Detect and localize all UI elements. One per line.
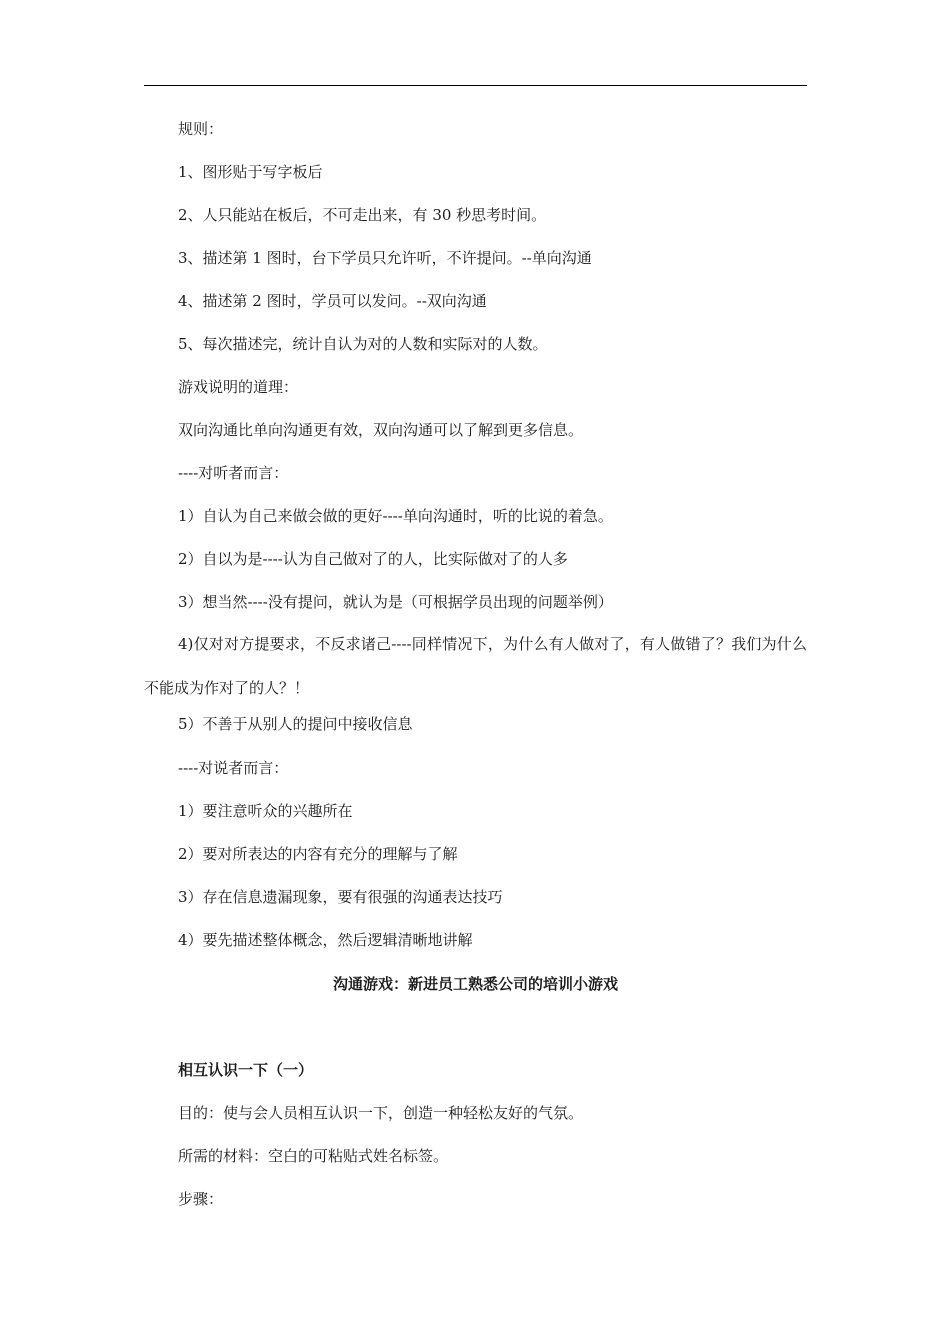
listener-point: 1）自认为自己来做会做的更好----单向沟通时，听的比说的着急。 (178, 507, 613, 525)
rule-item: 5、每次描述完，统计自认为对的人数和实际对的人数。 (178, 335, 548, 353)
speaker-heading: ----对说者而言： (178, 759, 289, 777)
reason-heading: 游戏说明的道理： (178, 378, 299, 396)
rules-heading: 规则： (178, 120, 224, 138)
rule-item: 4、描述第 2 图时，学员可以发问。--双向沟通 (178, 292, 487, 310)
listener-point: 3）想当然----没有提问，就认为是（可根据学员出现的问题举例） (178, 593, 613, 611)
speaker-point: 3）存在信息遗漏现象，要有很强的沟通表达技巧 (178, 888, 503, 906)
reason-text: 双向沟通比单向沟通更有效，双向沟通可以了解到更多信息。 (178, 421, 584, 439)
speaker-point: 2）要对所表达的内容有充分的理解与了解 (178, 845, 458, 863)
section-title: 沟通游戏：新进员工熟悉公司的培训小游戏 (332, 975, 618, 993)
listener-heading: ----对听者而言： (178, 464, 289, 482)
section-subtitle: 相互认识一下（一） (178, 1061, 314, 1079)
header-rule (144, 85, 807, 86)
purpose-text: 目的：使与会人员相互认识一下，创造一种轻松友好的气氛。 (178, 1104, 584, 1122)
rule-item: 2、人只能站在板后，不可走出来，有 30 秒思考时间。 (178, 206, 547, 224)
listener-point: 2）自以为是----认为自己做对了的人，比实际做对了的人多 (178, 550, 568, 568)
speaker-point: 1）要注意听众的兴趣所在 (178, 802, 353, 820)
rule-item: 3、描述第 1 图时，台下学员只允许听，不许提问。--单向沟通 (178, 249, 592, 267)
listener-point: 5）不善于从别人的提问中接收信息 (178, 715, 413, 733)
listener-point: 4)仅对对方提要求，不反求诸己----同样情况下，为什么有人做对了，有人做错了？我们为什么不能成为作对了的人？！ (144, 635, 807, 697)
materials-text: 所需的材料：空白的可粘贴式姓名标签。 (178, 1147, 449, 1165)
rule-item: 1、图形贴于写字板后 (178, 163, 323, 181)
steps-heading: 步骤： (178, 1190, 224, 1208)
speaker-point: 4）要先描述整体概念，然后逻辑清晰地讲解 (178, 931, 473, 949)
